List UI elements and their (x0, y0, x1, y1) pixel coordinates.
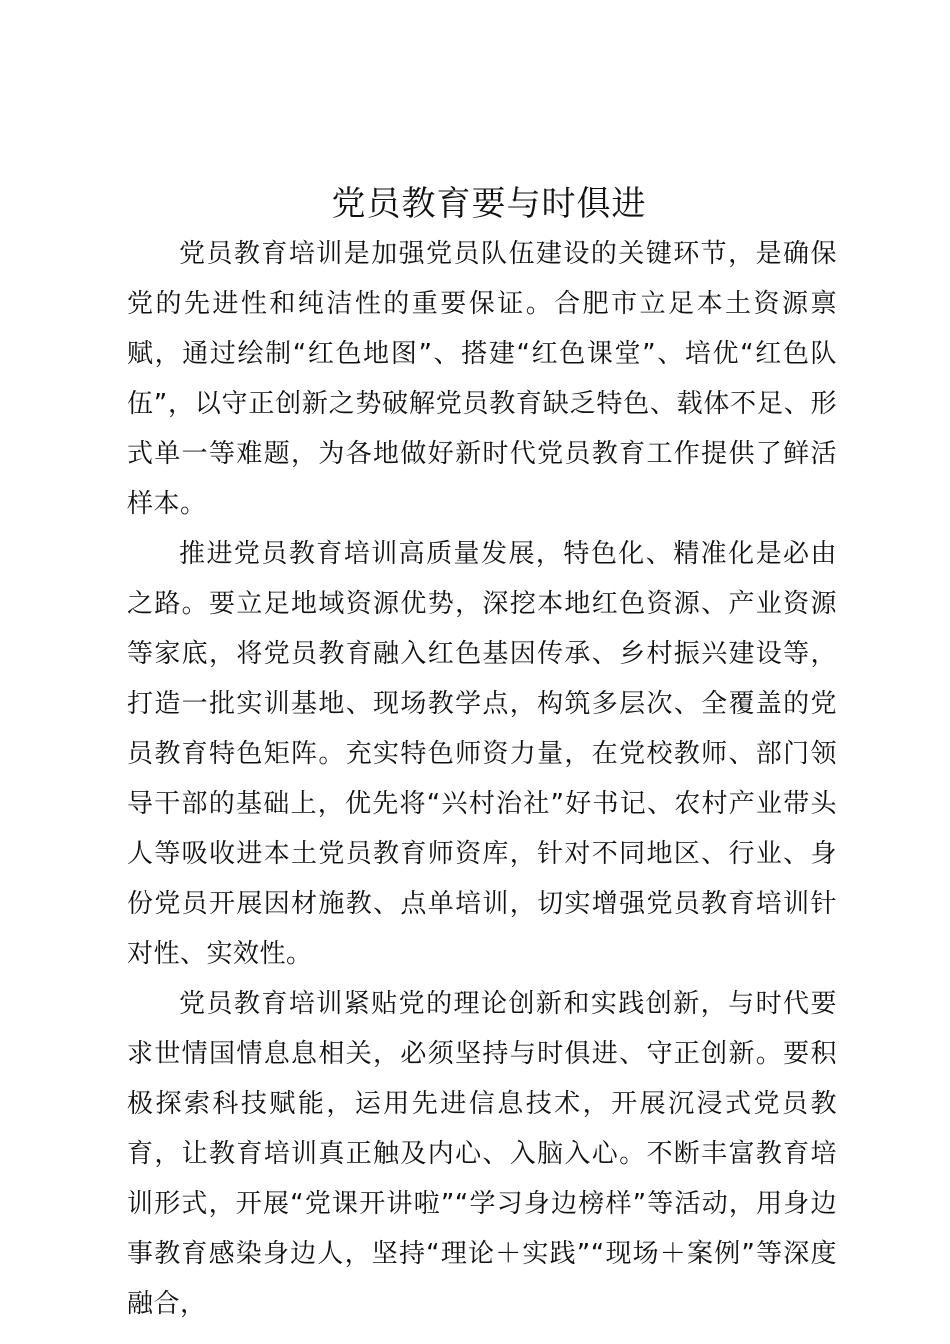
paragraph-2: 推进党员教育培训高质量发展，特色化、精准化是必由之路。要立足地域资源优势，深挖本地红色资源、产业资源等家底，将党员教育融入红色基因传承、乡村振兴建设等，打造一批实训基地、现场教学点，构筑多层次、全覆盖的党员教育特色矩阵。充实特色师资力量，在党校教师、部门领导干部的基础上，优先将“兴村治社”好书记、农村产业带头人等吸收进本土党员教育师资库，针对不同地区、行业、身份党员开展因材施教、点单培训，切实增强党员教育培训针对性、实效性。 (127, 539, 837, 969)
document-body (127, 229, 837, 1329)
document-title: 党员教育要与时俱进 (331, 184, 647, 224)
paragraph-1: 党员教育培训是加强党员队伍建设的关键环节，是确保党的先进性和纯洁性的重要保证。合肥市立足本土资源禀赋，通过绘制“红色地图”、搭建“红色课堂”、培优“红色队伍”，以守正创新之势破解党员教育缺乏特色、载体不足、形式单一等难题，为各地做好新时代党员教育工作提供了鲜活样本。 (127, 239, 837, 519)
paragraph-3: 党员教育培训紧贴党的理论创新和实践创新，与时代要求世情国情息息相关，必须坚持与时俱进、守正创新。要积极探索科技赋能，运用先进信息技术，开展沉浸式党员教育，让教育培训真正触及内心、入脑入心。不断丰富教育培训形式，开展“党课开讲啦”“学习身边榜样”等活动，用身边事教育感染身边人，坚持“理论＋实践”“现场＋案例”等深度融合， (127, 989, 837, 1319)
